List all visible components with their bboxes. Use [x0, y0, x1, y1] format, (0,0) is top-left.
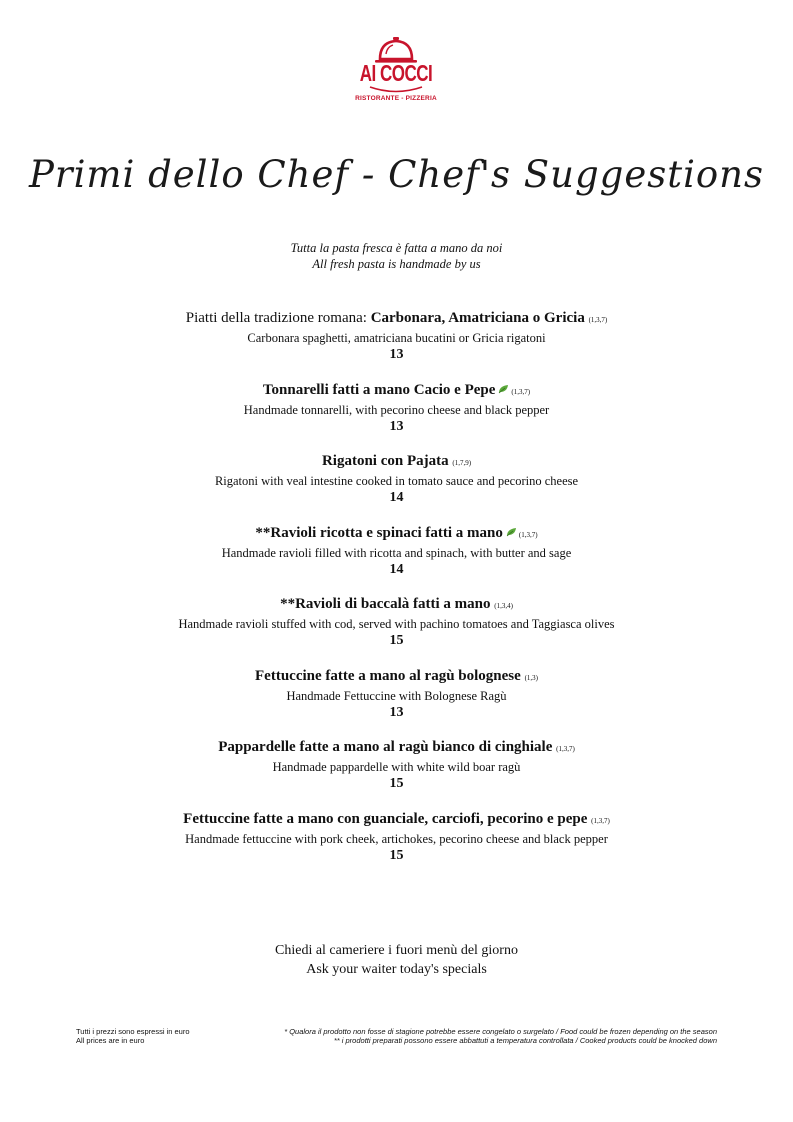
- dish-allergens: (1,3,7): [518, 530, 538, 539]
- page-title: Primi dello Chef - Chef's Suggestions: [28, 153, 764, 196]
- footer-right-line-2: ** i prodotti preparati possono essere abbattuti a temperatura controllata / Cooked products could be knocked down: [333, 1036, 717, 1045]
- dish-allergens: (1,7,9): [452, 459, 472, 467]
- intro-line-en: All fresh pasta is handmade by us: [312, 257, 481, 271]
- dish-price: 13: [389, 418, 404, 434]
- dish-title: [0, 523, 793, 545]
- dish-title: [0, 594, 793, 616]
- dish-price: 13: [389, 347, 404, 362]
- dish-description: Handmade tonnarelli, with pecorino cheese and black pepper: [243, 402, 550, 417]
- specials-line-en: Ask your waiter today's specials: [306, 962, 487, 977]
- footer-left-line-2: All prices are in euro: [76, 1036, 145, 1045]
- leaf-icon: [506, 523, 517, 543]
- dish-description: Handmade ravioli stuffed with cod, served with pachino tomatoes and Taggiasca olives: [178, 617, 615, 631]
- dish-allergens: (1,3): [524, 673, 538, 682]
- dish-allergens: (1,3,7): [556, 745, 575, 753]
- dish-name: **Ravioli di baccalà fatti a mano: [280, 596, 491, 612]
- dish-item: [0, 380, 793, 452]
- specials-line-it: Chiedi al cameriere i fuori menù del giorno: [275, 943, 518, 958]
- footer-left-line-1: Tutti i prezzi sono espressi in euro: [76, 1027, 190, 1036]
- dish-price: 13: [389, 704, 404, 720]
- dish-name: Carbonara, Amatriciana o Gricia: [370, 310, 585, 326]
- dish-description: Handmade Fettuccine with Bolognese Ragù: [286, 688, 507, 703]
- dish-title: [0, 451, 793, 473]
- logo-name: AI COCCI: [359, 60, 433, 87]
- footer-frozen-note: [284, 1027, 717, 1045]
- dish-item: [0, 594, 793, 666]
- dish-list: [0, 308, 793, 880]
- dish-prefix: Piatti della tradizione romana:: [185, 310, 371, 326]
- intro-note: [0, 240, 793, 272]
- dish-allergens: (1,3,7): [511, 387, 531, 396]
- dish-price: 14: [389, 490, 404, 505]
- dish-price: 15: [389, 847, 404, 863]
- dish-title: [0, 308, 793, 330]
- dish-price: 15: [389, 633, 404, 648]
- dish-description: Carbonara spaghetti, amatriciana bucatini or Gricia rigatoni: [247, 331, 546, 345]
- dish-title: [0, 809, 793, 831]
- dish-allergens: (1,3,7): [591, 816, 610, 825]
- dish-item: [0, 666, 793, 738]
- footer-right-line-1: * Qualora il prodotto non fosse di stagione potrebbe essere congelato o surgelato / Food could be frozen depending on the season: [284, 1027, 717, 1036]
- dish-item: [0, 809, 793, 881]
- dish-name: Rigatoni con Pajata: [321, 453, 449, 469]
- dish-item: [0, 737, 793, 809]
- dish-description: Rigatoni with veal intestine cooked in tomato sauce and pecorino cheese: [214, 474, 579, 488]
- dish-price: 14: [389, 561, 404, 577]
- dish-price: 15: [389, 776, 404, 791]
- dish-item: [0, 523, 793, 595]
- dish-item: [0, 451, 793, 523]
- dish-title: [0, 737, 793, 759]
- dish-name: **Ravioli ricotta e spinaci fatti a mano: [255, 524, 503, 541]
- dish-description: Handmade fettuccine with pork cheek, artichokes, pecorino cheese and black pepper: [185, 831, 608, 846]
- dish-description: Handmade pappardelle with white wild boar ragù: [272, 760, 521, 774]
- dish-item: [0, 308, 793, 380]
- dish-name: Fettuccine fatte a mano al ragù bolognese: [255, 667, 521, 684]
- dish-allergens: (1,3,7): [588, 316, 608, 324]
- dish-description: Handmade ravioli filled with ricotta and spinach, with butter and sage: [221, 545, 572, 560]
- dish-name: Fettuccine fatte a mano con guanciale, carciofi, pecorino e pepe: [183, 810, 588, 827]
- dish-name: Tonnarelli fatti a mano Cacio e Pepe: [262, 381, 496, 398]
- restaurant-logo: [346, 36, 446, 102]
- footer-prices-note: [76, 1027, 190, 1045]
- dish-name: Pappardelle fatte a mano al ragù bianco di cinghiale: [218, 739, 553, 755]
- dish-allergens: (1,3,4): [494, 602, 513, 610]
- specials-note: [0, 941, 793, 979]
- intro-line-it: Tutta la pasta fresca è fatta a mano da noi: [290, 241, 503, 255]
- dish-title: [0, 380, 793, 402]
- logo-subtitle: RISTORANTE - PIZZERIA: [355, 95, 437, 102]
- dish-title: [0, 666, 793, 688]
- leaf-icon: [498, 380, 509, 400]
